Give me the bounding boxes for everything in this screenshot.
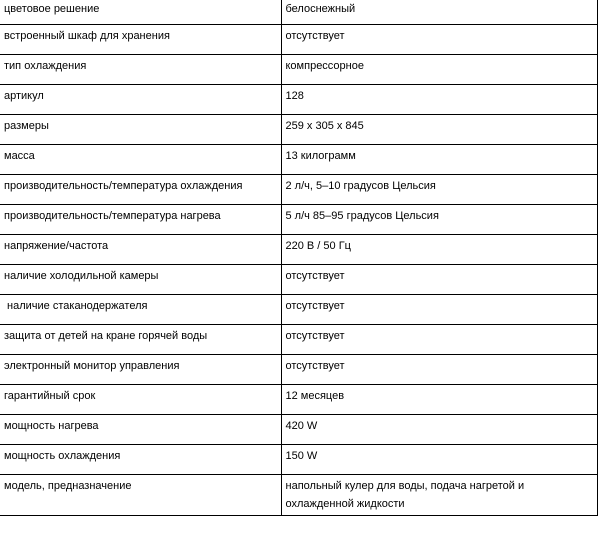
- spec-name-cell: [0, 324, 281, 354]
- spec-value-cell: [281, 444, 597, 474]
- table-row: [0, 174, 597, 204]
- spec-value: отсутствует: [285, 359, 345, 372]
- spec-name: напряжение/частота: [4, 239, 109, 252]
- table-row: [0, 414, 597, 444]
- spec-name: электронный монитор управления: [4, 359, 180, 372]
- spec-value: 5 л/ч 85–95 градусов Цельсия: [285, 209, 439, 222]
- spec-name: встроенный шкаф для хранения: [4, 29, 170, 42]
- spec-name: мощность нагрева: [4, 419, 99, 432]
- table-row: [0, 234, 597, 264]
- spec-name: артикул: [4, 89, 44, 102]
- table-row: [0, 444, 597, 474]
- spec-value-cell: [281, 414, 597, 444]
- spec-value: 259 x 305 x 845: [285, 119, 364, 132]
- spec-value: 220 В / 50 Гц: [285, 239, 351, 252]
- spec-name-cell: [0, 264, 281, 294]
- spec-value-cell: [281, 144, 597, 174]
- spec-name: наличие холодильной камеры: [4, 269, 159, 282]
- spec-name-cell: [0, 234, 281, 264]
- table-row: [0, 144, 597, 174]
- spec-value-cell: [281, 204, 597, 234]
- spec-value: отсутствует: [285, 329, 345, 342]
- table-row: [0, 324, 597, 354]
- spec-value-cell: [281, 264, 597, 294]
- spec-value: 12 месяцев: [285, 389, 345, 402]
- table-row: [0, 54, 597, 84]
- table-row: [0, 0, 597, 24]
- spec-value-cell: [281, 84, 597, 114]
- table-row: [0, 474, 597, 515]
- spec-value: 150 W: [285, 449, 318, 462]
- spec-name: цветовое решение: [4, 3, 100, 15]
- spec-name: масса: [4, 149, 35, 162]
- spec-value-cell: [281, 384, 597, 414]
- spec-value: отсутствует: [285, 29, 345, 42]
- spec-value-cell: [281, 294, 597, 324]
- spec-value-cell: [281, 54, 597, 84]
- table-row: [0, 264, 597, 294]
- spec-value-cell: [281, 354, 597, 384]
- spec-value: 13 килограмм: [285, 149, 356, 162]
- spec-value: отсутствует: [285, 299, 345, 312]
- spec-value-cell: [281, 24, 597, 54]
- spec-name: гарантийный срок: [4, 389, 96, 402]
- spec-name: производительность/температура охлаждения: [4, 179, 243, 192]
- spec-name: наличие стаканодержателя: [4, 299, 148, 312]
- table-row: [0, 294, 597, 324]
- spec-name: тип охлаждения: [4, 59, 87, 72]
- spec-value: белоснежный: [285, 3, 356, 15]
- table-row: [0, 84, 597, 114]
- spec-name: защита от детей на кране горячей воды: [4, 329, 208, 342]
- spec-value: 420 W: [285, 419, 318, 432]
- spec-value: компрессорное: [285, 59, 364, 72]
- spec-name: размеры: [4, 119, 49, 132]
- table-row: [0, 114, 597, 144]
- spec-name-cell: [0, 294, 281, 324]
- table-row: [0, 204, 597, 234]
- spec-value-cell: [281, 474, 597, 515]
- spec-name-cell: [0, 144, 281, 174]
- spec-value: 2 л/ч, 5–10 градусов Цельсия: [285, 179, 436, 192]
- spec-name-cell: [0, 204, 281, 234]
- spec-name-cell: [0, 0, 281, 24]
- spec-name: модель, предназначение: [4, 479, 132, 492]
- spec-name-cell: [0, 174, 281, 204]
- spec-value-cell: [281, 114, 597, 144]
- spec-name: производительность/температура нагрева: [4, 209, 221, 222]
- table-row: [0, 354, 597, 384]
- spec-name: мощность охлаждения: [4, 449, 121, 462]
- spec-value: 128: [285, 89, 304, 102]
- table-row: [0, 384, 597, 414]
- spec-value-cell: [281, 234, 597, 264]
- spec-name-cell: [0, 114, 281, 144]
- spec-name-cell: [0, 444, 281, 474]
- spec-value: отсутствует: [285, 269, 345, 282]
- table-row: [0, 24, 597, 54]
- spec-name-cell: [0, 474, 281, 515]
- spec-value-cell: [281, 174, 597, 204]
- spec-name-cell: [0, 414, 281, 444]
- spec-name-cell: [0, 354, 281, 384]
- spec-name-cell: [0, 84, 281, 114]
- spec-name-cell: [0, 54, 281, 84]
- spec-value: напольный кулер для воды, подача нагретой и охлажденной жидкости: [285, 479, 525, 510]
- spec-value-cell: [281, 324, 597, 354]
- spec-value-cell: [281, 0, 597, 24]
- spec-name-cell: [0, 24, 281, 54]
- spec-name-cell: [0, 384, 281, 414]
